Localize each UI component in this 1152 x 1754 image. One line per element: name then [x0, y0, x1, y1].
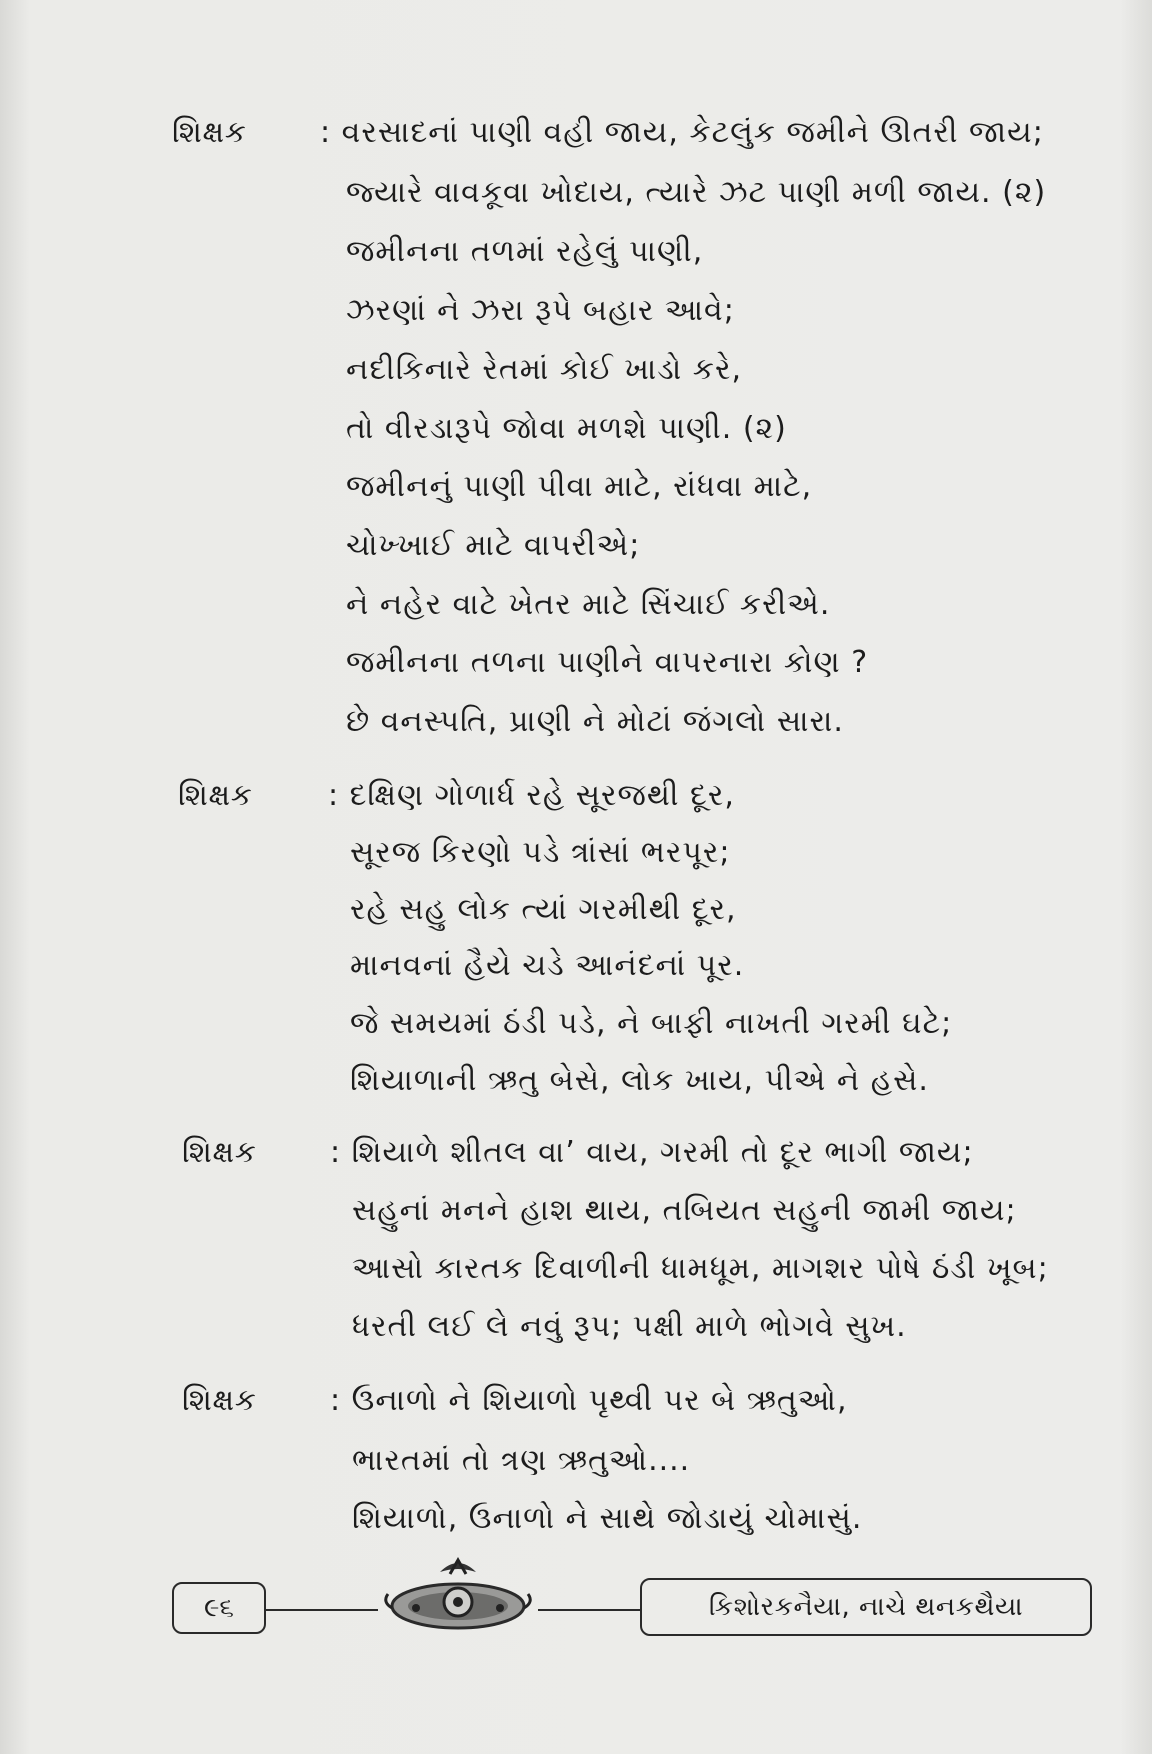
- ornament-icon: [378, 1552, 538, 1634]
- verse-line: તો વીરડારૂપે જોવા મળશે પાણી. (૨): [346, 411, 787, 446]
- verse-line: ધરતી લઈ લે નવું રૂપ; પક્ષી માળે ભોગવે સુખ.: [352, 1309, 907, 1344]
- verse-line: સૂરજ કિરણો પડે ત્રાંસાં ભરપૂર;: [350, 835, 731, 870]
- verse-line: ને નહેર વાટે ખેતર માટે સિંચાઈ કરીએ.: [346, 587, 831, 622]
- verse-line: : શિયાળે શીતલ વા’ વાય, ગરમી તો દૂર ભાગી જાય;: [330, 1135, 974, 1170]
- verse-line: નદીકિનારે રેતમાં કોઈ ખાડો કરે,: [346, 352, 742, 387]
- verse-line: રહે સહુ લોક ત્યાં ગરમીથી દૂર,: [350, 892, 737, 927]
- verse-line: ઝરણાં ને ઝરા રૂપે બહાર આવે;: [346, 293, 735, 328]
- verse-line: જમીનના તળમાં રહેલું પાણી,: [346, 234, 704, 269]
- verse-line: જમીનનું પાણી પીવા માટે, રાંધવા માટે,: [346, 469, 813, 504]
- verse-line: છે વનસ્પતિ, પ્રાણી ને મોટાં જંગલો સારા.: [346, 704, 844, 739]
- speaker-label: શિક્ષક: [178, 778, 253, 813]
- verse-line: જ્યારે વાવકૂવા ખોદાય, ત્યારે ઝટ પાણી મળી જાય. (૨): [346, 175, 1047, 210]
- verse-line: જમીનના તળના પાણીને વાપરનારા કોણ ?: [346, 645, 869, 680]
- verse-line: શિયાળાની ઋતુ બેસે, લોક ખાય, પીએ ને હસે.: [350, 1063, 929, 1098]
- speaker-label: શિક્ષક: [172, 115, 247, 150]
- verse-line: શિયાળો, ઉનાળો ને સાથે જોડાયું ચોમાસું.: [352, 1501, 863, 1536]
- verse-line: સહુનાં મનને હાશ થાય, તબિયત સહુની જામી જાય;: [352, 1193, 1017, 1228]
- speaker-label: શિક્ષક: [182, 1135, 257, 1170]
- verse-line: : દક્ષિણ ગોળાર્ધ રહે સૂરજથી દૂર,: [328, 778, 735, 813]
- speaker-label: શિક્ષક: [182, 1383, 257, 1418]
- verse-line: આસો કારતક દિવાળીની ધામધૂમ, માગશર પોષે ઠંડી ખૂબ;: [352, 1251, 1049, 1286]
- verse-line: ચોખ્ખાઈ માટે વાપરીએ;: [346, 528, 641, 563]
- verse-line: જે સમયમાં ઠંડી પડે, ને બાફી નાખતી ગરમી ઘટે;: [350, 1006, 953, 1041]
- footer-rule-left: [266, 1609, 378, 1611]
- verse-line: : વરસાદનાં પાણી વહી જાય, કેટલુંક જમીને ઊતરી જાય;: [320, 115, 1044, 150]
- footer-rule-right: [538, 1609, 640, 1611]
- page-number: ૯૬: [172, 1582, 266, 1634]
- verse-line: : ઉનાળો ને શિયાળો પૃથ્વી પર બે ઋતુઓ,: [330, 1383, 848, 1418]
- book-title-box: કિશોરકનૈયા, નાચે થનકથૈયા: [640, 1578, 1092, 1636]
- verse-line: ભારતમાં તો ત્રણ ઋતુઓ....: [352, 1443, 691, 1478]
- verse-line: માનવનાં હૈયે ચડે આનંદનાં પૂર.: [350, 948, 745, 983]
